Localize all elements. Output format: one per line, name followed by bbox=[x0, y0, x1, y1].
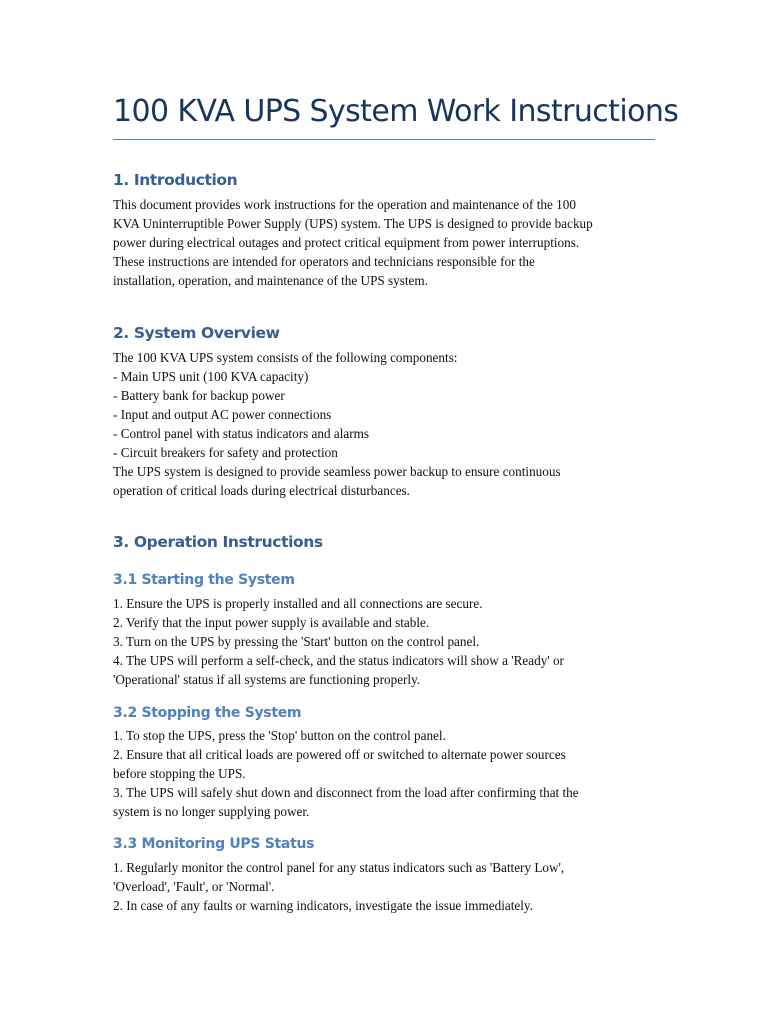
list-item: 1. Regularly monitor the control panel for any status indicators such as 'Battery Low', bbox=[113, 860, 565, 875]
stopping-steps bbox=[113, 726, 658, 821]
paragraph-line: KVA Uninterruptible Power Supply (UPS) system. The UPS is designed to provide backup bbox=[113, 216, 593, 231]
subsection-heading-starting: 3.1 Starting the System bbox=[113, 572, 295, 588]
paragraph-line: The UPS system is designed to provide seamless power backup to ensure continuous bbox=[113, 464, 561, 479]
paragraph-line: power during electrical outages and protect critical equipment from power interruptions. bbox=[113, 235, 580, 250]
list-item: 'Operational' status if all systems are functioning properly. bbox=[113, 672, 421, 687]
list-item: 3. Turn on the UPS by pressing the 'Start' button on the control panel. bbox=[113, 634, 480, 649]
section-heading-operation: 3. Operation Instructions bbox=[113, 533, 323, 551]
paragraph-line: The 100 KVA UPS system consists of the following components: bbox=[113, 350, 458, 365]
list-item: 'Overload', 'Fault', or 'Normal'. bbox=[113, 879, 275, 894]
list-item: 2. Verify that the input power supply is available and stable. bbox=[113, 615, 430, 630]
list-item: - Battery bank for backup power bbox=[113, 388, 285, 403]
list-item: 2. In case of any faults or warning indicators, investigate the issue immediately. bbox=[113, 898, 533, 913]
system-overview-paragraph bbox=[113, 348, 658, 500]
document-title: 100 KVA UPS System Work Instructions bbox=[113, 94, 679, 129]
introduction-paragraph bbox=[113, 195, 658, 290]
list-item: 3. The UPS will safely shut down and disconnect from the load after confirming that the bbox=[113, 785, 579, 800]
paragraph-line: This document provides work instructions for the operation and maintenance of the 100 bbox=[113, 197, 576, 212]
section-heading-introduction: 1. Introduction bbox=[113, 171, 238, 189]
paragraph-line: operation of critical loads during electrical disturbances. bbox=[113, 483, 410, 498]
list-item: system is no longer supplying power. bbox=[113, 804, 310, 819]
title-underline bbox=[113, 139, 655, 140]
paragraph-line: These instructions are intended for operators and technicians responsible for the bbox=[113, 254, 535, 269]
paragraph-line: installation, operation, and maintenance of the UPS system. bbox=[113, 273, 428, 288]
section-heading-system-overview: 2. System Overview bbox=[113, 324, 280, 342]
list-item: - Main UPS unit (100 KVA capacity) bbox=[113, 369, 309, 384]
list-item: 1. To stop the UPS, press the 'Stop' button on the control panel. bbox=[113, 728, 446, 743]
subsection-heading-stopping: 3.2 Stopping the System bbox=[113, 705, 302, 721]
starting-steps bbox=[113, 594, 658, 689]
list-item: - Control panel with status indicators and alarms bbox=[113, 426, 370, 441]
list-item: before stopping the UPS. bbox=[113, 766, 246, 781]
list-item: - Circuit breakers for safety and protection bbox=[113, 445, 338, 460]
list-item: - Input and output AC power connections bbox=[113, 407, 332, 422]
list-item: 4. The UPS will perform a self-check, and the status indicators will show a 'Ready' or bbox=[113, 653, 564, 668]
subsection-heading-monitoring: 3.3 Monitoring UPS Status bbox=[113, 836, 315, 852]
list-item: 1. Ensure the UPS is properly installed and all connections are secure. bbox=[113, 596, 483, 611]
monitoring-steps bbox=[113, 858, 658, 915]
list-item: 2. Ensure that all critical loads are powered off or switched to alternate power sources bbox=[113, 747, 566, 762]
